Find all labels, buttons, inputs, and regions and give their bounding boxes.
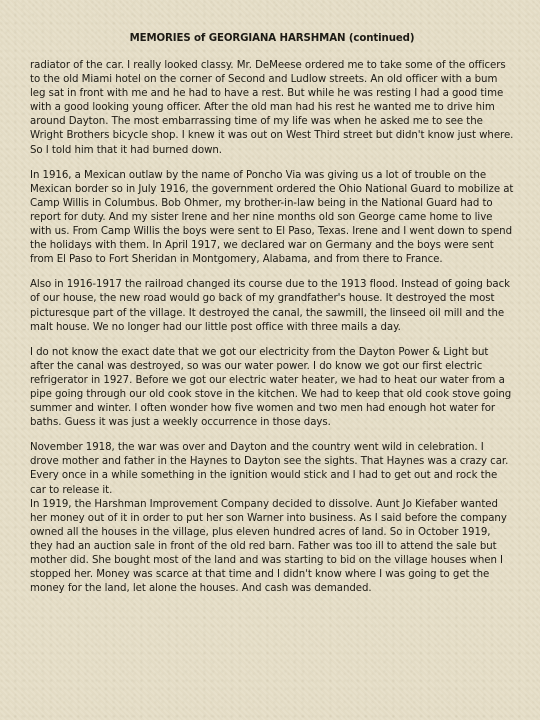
paragraph-5: November 1918, the war was over and Dayton and the country went wild in celebration. I drove mother and father in the Haynes to Dayton see the sights. That Haynes was a crazy car. Every once in a while something in the ignition would stick and I had to get out and rock the car to release it. [30, 442, 509, 496]
paragraph-6: In 1919, the Harshman Improvement Company decided to dissolve. Aunt Jo Kiefaber wanted her money out of it in order to put her son Warner into business. As I said before the company owned all the houses in the village, plus eleven hundred acres of land. So in October 1919, they had an auction sale in front of the old red barn. Father was too ill to attend the sale but mother did. She bought most of the land and was starting to bid on the village houses when I stopped her. Money was scarce at that time and I didn't know where I was going to get the money for the land, let alone the houses. And cash was demanded. [30, 498, 507, 595]
paragraph-3: Also in 1916-1917 the railroad changed its course due to the 1913 flood. Instead of going back of our house, the new road would go back of my grandfather's house. It destroyed the most picturesque part of the village. It destroyed the canal, the sawmill, the linseed oil mill and the malt house. We no longer had our little post office with three mails a day. [30, 279, 511, 333]
paragraph-1: radiator of the car. I really looked classy. Mr. DeMeese ordered me to take some of the officers to the old Miami hotel on the corner of Second and Ludlow streets. An old officer with a bum leg sat in front with me and he had to have a rest. But while he was resting I had a good time with a good looking young officer. After the old man had his rest he wanted me to drive him around Dayton. The most embarrassing time of my life was when he asked me to see the Wright Brothers bicycle shop. I knew it was out on West Third street but didn't know just where. So I told him that it had burned down. [30, 60, 514, 156]
document-page [30, 32, 514, 607]
paragraph-2: In 1916, a Mexican outlaw by the name of Poncho Via was giving us a lot of trouble on the Mexican border so in July 1916, the government ordered the Ohio National Guard to mobilize at Camp Willis in Columbus. Bob Ohmer, my brother-in-law being in the National Guard had to report for duty. And my sister Irene and her nine months old son George came home to live with us. From Camp Willis the boys were sent to El Paso, Texas. Irene and I went down to spend the holidays with them. In April 1917, we declared war on Germany and the boys were sent from El Paso to Fort Sheridan in Montgomery, Alabama, and from there to France. [30, 169, 514, 266]
paragraph-4: I do not know the exact date that we got our electricity from the Dayton Power & Light but after the canal was destroyed, so was our water power. I do know we got our first electric refrigerator in 1927. Before we got our electric water heater, we had to heat our water from a pipe going through our old cook stove in the kitchen. We had to keep that old cook stove going summer and winter. I often wonder how five women and two men had enough hot water for baths. Guess it was just a weekly occurrence in those days. [30, 346, 512, 429]
document-title: MEMORIES of GEORGIANA HARSHMAN (continued) [129, 33, 415, 44]
